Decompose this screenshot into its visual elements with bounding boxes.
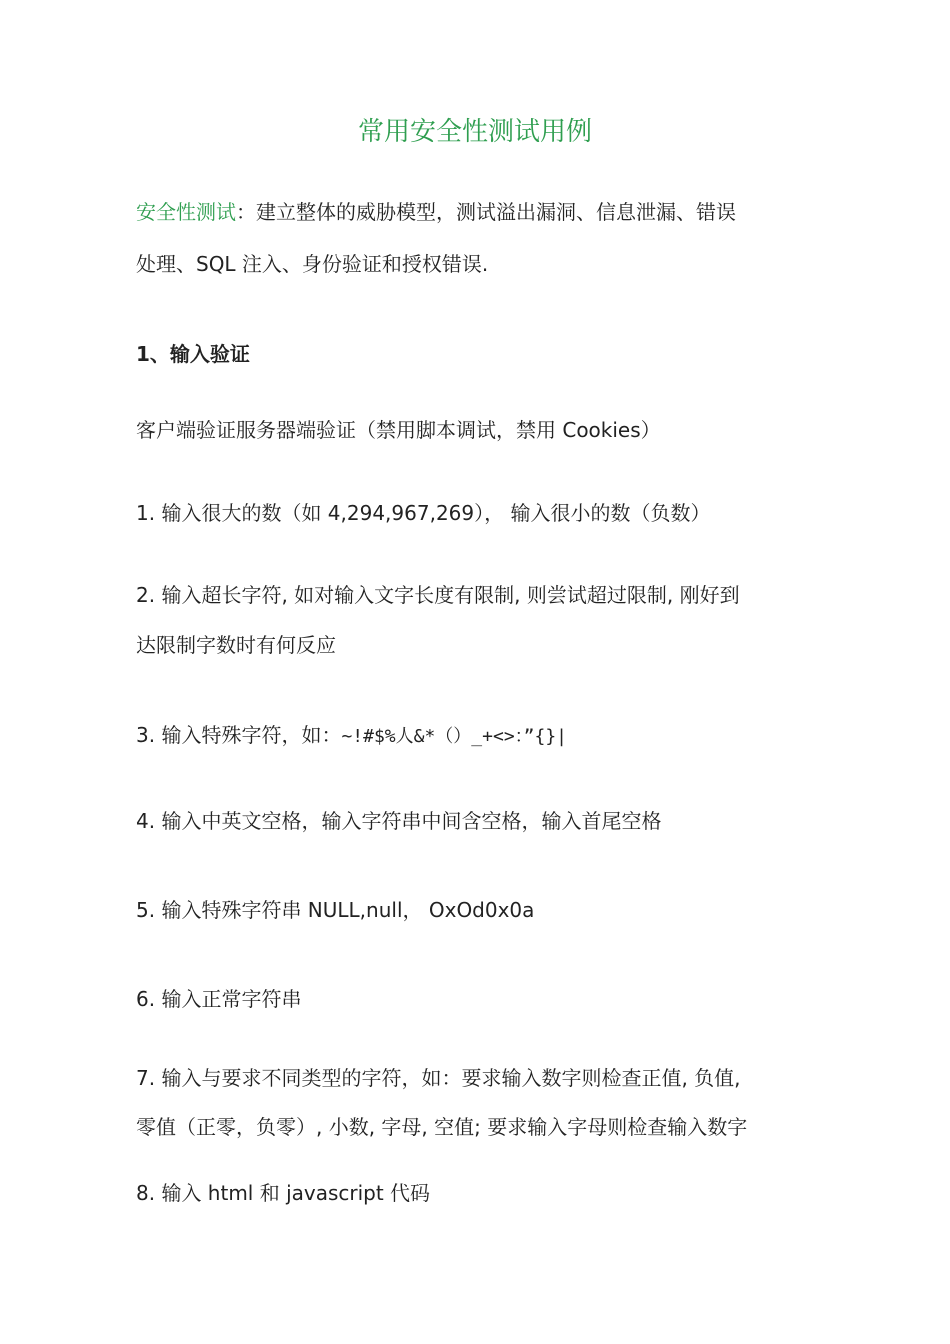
list-item-6: 6. 输入正常字符串 [136, 987, 302, 1011]
list-item-8: 8. 输入 html 和 javascript 代码 [136, 1181, 431, 1205]
intro-keyword: 安全性测试 [136, 200, 236, 224]
intro-line-2: 处理、SQL 注入、身份验证和授权错误. [136, 252, 489, 276]
section-subtitle: 客户端验证服务器端验证（禁用脚本调试，禁用 Cookies） [136, 418, 661, 442]
list-item-7: 7. 输入与要求不同类型的字符，如：要求输入数字则检查正值, 负值, [136, 1066, 741, 1090]
list-item-2-continued: 达限制字数时有何反应 [136, 633, 336, 657]
list-item-4: 4. 输入中英文空格，输入字符串中间含空格，输入首尾空格 [136, 809, 662, 833]
list-item-7-continued: 零值（正零，负零）, 小数, 字母, 空值; 要求输入字母则检查输入数字 [136, 1115, 748, 1139]
list-item-3 [136, 718, 816, 754]
special-characters: ~!#$%人&*（）_+<>：”{}| [341, 726, 568, 747]
intro-text: ：建立整体的威胁模型，测试溢出漏洞、信息泄漏、错误 [236, 200, 736, 224]
section-heading: 1、输入验证 [136, 342, 250, 366]
list-item-1: 1. 输入很大的数（如 4,294,967,269）， 输入很小的数（负数） [136, 501, 711, 525]
intro-line-1 [136, 195, 816, 229]
list-item-2: 2. 输入超长字符, 如对输入文字长度有限制, 则尝试超过限制, 刚好到 [136, 583, 740, 607]
document-title: 常用安全性测试用例 [357, 117, 592, 147]
list-item-5: 5. 输入特殊字符串 NULL,null， OxOd0x0a [136, 898, 535, 922]
list-item-3-text: 3. 输入特殊字符，如： [136, 723, 342, 747]
